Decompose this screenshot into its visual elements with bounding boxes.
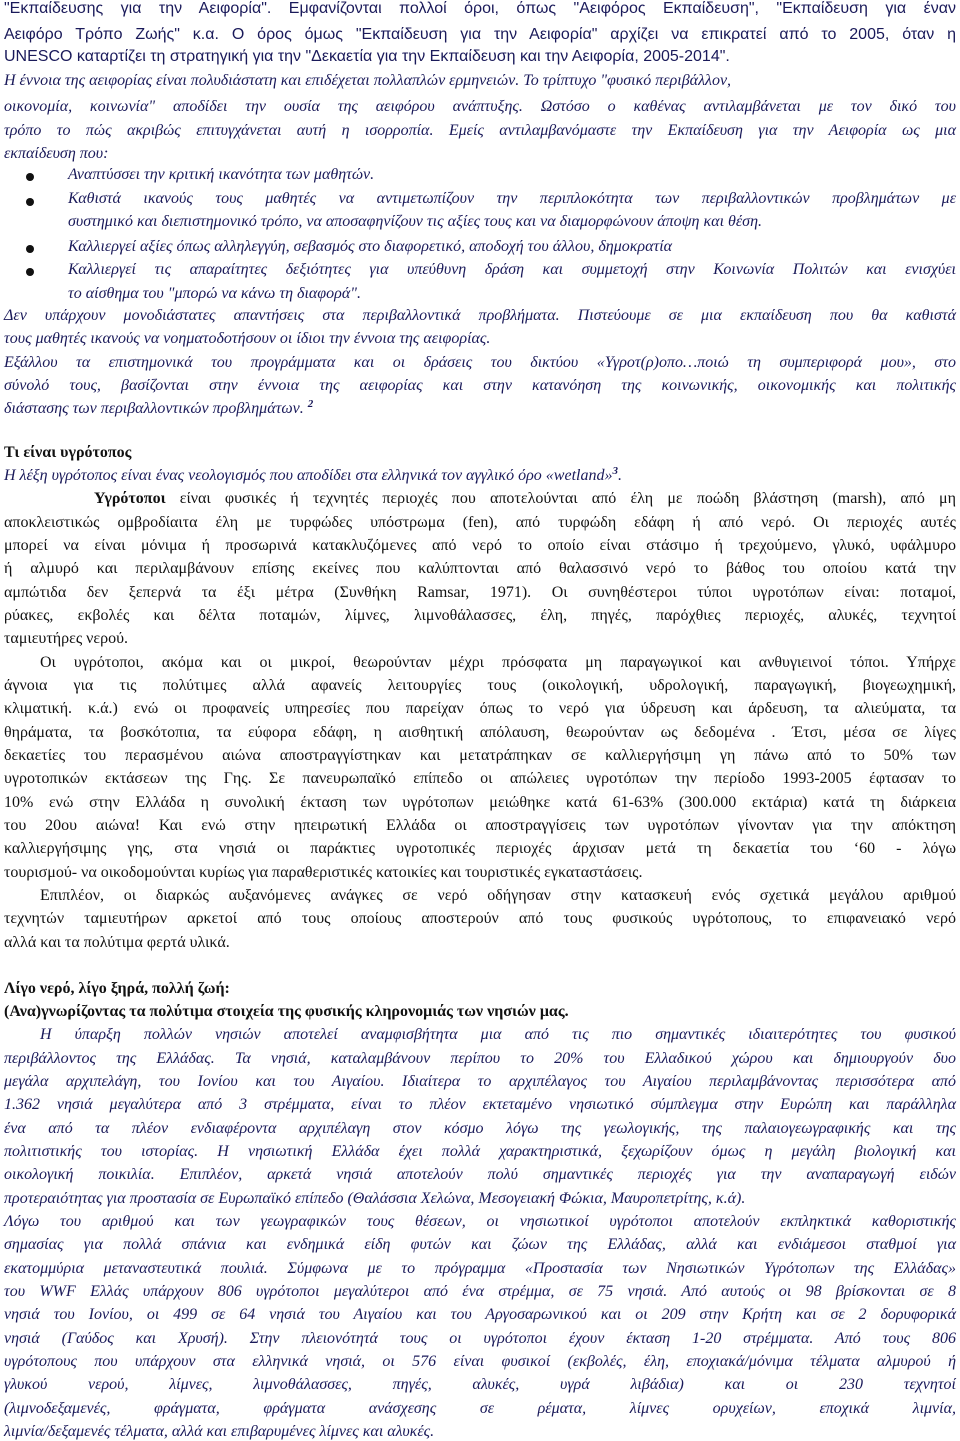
islands-line-10: σημασίας για πολλά σπάνια και ενδημικά είδη φυτών και ζώων της Ελλάδας, αλλά και ενδιάμεσοι σταθμοί για — [4, 1236, 956, 1253]
footnote-ref: 2 — [307, 398, 314, 410]
after-line-5-text: διάστασης των περιβαλλοντικών προβλημάτων. — [4, 400, 304, 417]
wetland-p2-line-6: υγροτοπικών εκτάσεων της Γης. Σε πανευρωπαϊκό επίπεδο οι απώλειες υγροτόπων την περίοδο 1993-2005 έφτασαν το — [4, 770, 956, 787]
wetland-definition-end: . — [617, 467, 622, 484]
document-page — [4, 0, 956, 1440]
after-line-1: Δεν υπάρχουν μονοδιάστατες απαντήσεις στα περιβαλλοντικά προβλήματα. Πιστεύουμε σε μια εκπαίδευση που θα καθιστά — [4, 307, 956, 324]
wetland-p2-line-5: δεκαετίες του περασμένου αιώνα αποστραγγίστηκαν και μετατράπηκαν σε καλλιεργήσιμη γη πάνω από το 50% των — [4, 747, 956, 764]
wetland-p1-line-2: αποκλειστικώς ομβροδίαιτα έλη με τυρφώδες υπόστρωμα (fen), από τυρφώδη εδάφη ή από νερό. Οι περιοχές αυτές — [4, 514, 956, 531]
islands-line-13: νησιά του Ιονίου, οι 499 σε 64 νησιά του Αιγαίου και του Αργοσαρωνικού και οι 209 στην Κρήτη και σε 2 δορυφορικά — [4, 1306, 956, 1323]
wetland-p3-line-2: τεχνητών ταμιευτήρων αρκετοί από τους οποίους αποστερούν από τους φυσικούς υγρότοπους, το επιφανειακό νερό — [4, 910, 956, 927]
intro-line-2 — [4, 26, 956, 44]
bullet-item-2-line-1: Καθιστά ικανούς τους μαθητές να αντιμετωπίζουν την περιπλοκότητα των περιβαλλοντικών προβλημάτων με — [68, 190, 956, 207]
wetland-p2-line-10: τουρισμού- να οικοδομούνται κυρίως για παραθεριστικές κατοικίες και τουριστικές εγκαταστάσεις. — [4, 864, 643, 881]
wetland-heading: Τι είναι υγρότοπος — [4, 444, 132, 461]
islands-line-2: περιβάλλοντος της Ελλάδας. Τα νησιά, καταλαμβάνουν περίπου το 20% του Ελλαδικού χώρου και δημιουργούν δυο — [4, 1050, 956, 1067]
intro-line-2-end: Ο όρος όμως "Εκπαίδευση για την Αειφορία" αρχίζει να επικρατεί από το 2005, όταν η — [218, 26, 956, 43]
intro-line-1: "Εκπαίδευσης για την Αειφορία". Εμφανίζονται πολλοί όροι, όπως "Αειφόρος Εκπαίδευση", "Εκπαίδευση για έναν — [4, 0, 956, 17]
wetland-term: Υγρότοποι — [94, 490, 166, 507]
wetland-p2-line-4: θηράματα, τα βοσκότοπια, τα εύφορα εδάφη, η αισθητική απόλαυση, θεωρούνταν ως δεδομένα . Έτσι, μέσα σε λίγες — [4, 724, 956, 741]
islands-line-1: Η ύπαρξη πολλών νησιών αποτελεί αναμφισβήτητα μια από τις πιο σημαντικές ιδιαιτερότητες του φυσικού — [40, 1026, 956, 1043]
after-line-4: σύνολό τους, βασίζονται στην έννοια της αειφορίας και στην κατανόηση της κοινωνικής, οικονομικής και πολιτικής — [4, 377, 956, 394]
islands-line-5: ένα από τα πλέον ενδιαφέροντα αρχιπέλαγη στον κόσμο λόγω της γεωλογικής, της παλαιογεωγραφικής και της — [4, 1120, 956, 1137]
islands-line-15: υγρότοπους που υπάρχουν στα ελληνικά νησιά, οι 576 είναι φυσικοί (εκβολές, έλη, εποχιακά/μόνιμα τέλματα αλμυρού ή — [4, 1353, 956, 1370]
bullet-item-4-line-1: Καλλιεργεί τις απαραίτητες δεξιότητες για υπεύθυνη δράση και συμμετοχή στην Κοινωνία Πολιτών και ενισχύει — [68, 261, 956, 278]
footnote-ref: 3 — [612, 465, 618, 477]
islands-line-4: 1.362 νησιά μεγαλύτερα από 3 στρέμματα, είναι το πλέον εκτεταμένο νησιωτικό σύμπλεγμα στην Ευρώπη και παράλληλα — [4, 1096, 956, 1113]
islands-line-11: εκατομμύρια μεταναστευτικά πουλιά. Σύμφωνα με το πρόγραμμα «Προστασία των Νησιωτικών Υγρότοπων της Ελλάδας» — [4, 1260, 956, 1277]
bullet-item-3: Καλλιεργεί αξίες όπως αλληλεγγύη, σεβασμός στο διαφορετικό, αποδοχή του άλλου, δημοκρατία — [68, 238, 673, 255]
intro-line-7: εκπαίδευση που: — [4, 145, 109, 162]
wetland-p3-line-1: Επιπλέον, οι διαρκώς αυξανόμενες ανάγκες σε νερό οδήγησαν στην κατασκευή ενός σχετικά μεγάλου αριθμού — [40, 887, 956, 904]
after-line-3: Εξάλλου τα επιστημονικά του προγράμματα και οι δράσεις του δικτύου «Υγροτ(ρ)οπο…ποιώ τη συμπεριφορά μου», στο — [4, 354, 956, 371]
bullet-item-1: Αναπτύσσει την κριτική ικανότητα των μαθητών. — [68, 166, 375, 183]
islands-line-18: λιμνία/δεξαμενές τέλματα, αλλά και επιβαρυμένες λίμνες και αλυκές. — [4, 1423, 435, 1440]
islands-line-14: νησιά (Γαύδος και Χρυσή). Στην πλειονότητά τους οι υγρότοποι έχουν έκταση 1-20 στρέμματα. Από τους 806 — [4, 1330, 956, 1347]
wetland-p2-line-2: άγνοια για τις πολύτιμες αλλά αφανείς λειτουργίες τους (οικολογική, υδρολογική, παραγωγική, βιογεωχημική, — [4, 677, 956, 694]
islands-line-12: του WWF Ελλάς υπάρχουν 806 υγρότοποι μεγαλύτεροι από ένα στρέμμα, σε 75 νησιά. Από αυτούς οι 98 βρίσκονται σε 8 — [4, 1283, 956, 1300]
wetland-p2-line-7: 10% ενώ στην Ελλάδα η συνολική έκταση των υγρότοπων μειώθηκε κατά 61-63% (300.000 εκτάρια) κατά τη διάρκεια — [4, 794, 956, 811]
islands-line-3: μεγάλα αρχιπελάγη, του Ιονίου και του Αιγαίου. Ιδιαίτερα το αρχιπέλαγος του Αιγαίου περιλαμβάνοντας περισσότερα από — [4, 1073, 956, 1090]
wetland-definition-text: Η λέξη υγρότοπος είναι ένας νεολογισμός που αποδίδει στα ελληνικά τον αγγλικό όρο «wetland» — [4, 467, 613, 484]
wetland-p2-line-9: καλλιεργήσιμης γης, στα νησιά οι παράκτιες υγροτοπικές περιοχές άρχισαν μετά τη δεκαετία του ‘60 - λόγω — [4, 840, 956, 857]
bullet-marker — [26, 245, 34, 253]
intro-line-2-start: Αειφόρο Τρόπο Ζωής" κ.α. — [4, 26, 219, 43]
wetland-p3-line-3: αλλά και τα πολύτιμα φερτά υλικά. — [4, 934, 230, 951]
islands-heading-1: Λίγο νερό, λίγο ξηρά, πολλή ζωή: — [4, 980, 230, 997]
intro-line-4: Η έννοια της αειφορίας είναι πολυδιάστατη και επιδέχεται πολλαπλών ερμηνειών. Το τρίπτυχο "φυσικό περιβάλλον, — [4, 72, 732, 89]
intro-line-5: οικονομία, κοινωνία" αποδίδει την ουσία της αειφόρου ανάπτυξης. Ωστόσο ο καθένας αντιλαμβάνεται με τον δικό του — [4, 98, 956, 115]
islands-heading-2: (Ανα)γνωρίζοντας τα πολύτιμα στοιχεία της φυσικής κληρονομιάς των νησιών μας. — [4, 1003, 569, 1020]
islands-line-6: πολιτιστικής του ιστορίας. Η νησιωτική Ελλάδα έχει πολλά χαρακτηριστικά, ξεχωρίζουν όμως η μεγάλη βιολογική και — [4, 1143, 956, 1160]
bullet-item-4-line-2: το αίσθημα του "μπορώ να κάνω τη διαφορά". — [68, 285, 361, 302]
wetland-p1-line-1 — [4, 490, 956, 508]
bullet-item-2-line-2: συστημικό και διεπιστημονικό τρόπο, να αποσαφηνίζουν τις αξίες τους και να διαμορφώνουν άποψη και θέση. — [68, 213, 762, 230]
wetland-p1-line-5: αμπώτιδα δεν ξεπερνά τα έξι μέτρα (Συνθήκη Ramsar, 1971). Οι συνηθέστεροι τύποι υγροτόπων είναι: ποταμοί, — [4, 584, 956, 601]
wetland-p1-line-7: ταμιευτήρες νερού. — [4, 630, 129, 647]
after-line-2: τους μαθητές ικανούς να νοηματοδοτήσουν οι ίδιοι την έννοια της αειφορίας. — [4, 330, 491, 347]
islands-line-7: οικολογική ποικιλία. Επιπλέον, αρκετά νησιά αποτελούν πολύ σημαντικές περιοχές για την αναπαραγωγή ειδών — [4, 1166, 956, 1183]
wetland-p1-line-3: μπορεί να είναι μόνιμα ή προσωρινά κατακλυζόμενες από νερό το οποίο είναι στάσιμο ή τρεχούμενο, γλυκό, υφάλμυρο — [4, 537, 956, 554]
wetland-p1-line-1-text: είναι φυσικές ή τεχνητές περιοχές που αποτελούνται από έλη με ποώδη βλάστηση (marsh), από μη — [165, 490, 956, 507]
wetland-p1-line-6: ρύακες, εκβολές και δέλτα ποταμών, λίμνες, λιμνοθάλασσες, έλη, πηγές, παρόχθιες περιοχές, αλυκές, τεχνητοί — [4, 607, 956, 624]
islands-line-17: (λιμνοδεξαμενές, φράγματα, φράγματα ανάσχεσης σε ρέματα, λίμνες ορυχείων, εποχικά λιμνία, — [4, 1400, 956, 1417]
islands-line-9: Λόγω του αριθμού και των γεωγραφικών τους θέσεων, οι νησιωτικοί υγρότοποι αποτελούν εκπληκτικά καθοριστικής — [4, 1213, 956, 1230]
islands-line-16: γλυκού νερού, λίμνες, λιμνοθάλασσες, πηγές, αλυκές, υγρά λιβάδια) και οι 230 τεχνητοί — [4, 1376, 956, 1393]
bullet-marker — [26, 198, 34, 206]
after-line-5 — [4, 400, 313, 418]
islands-line-8: προτεραιότητας για προστασία σε Ευρωπαϊκό επίπεδο (Θαλάσσια Χελώνα, Μεσογειακή Φώκια, Μαυροπετρίτης, κ.ά). — [4, 1190, 746, 1207]
wetland-p2-line-3: κλιματική. κ.ά.) ενώ οι προφανείς υπηρεσίες που παρείχαν όπως το νερό για ύδρευση και άρδευση, τα αλιεύματα, τα — [4, 700, 956, 717]
wetland-p2-line-1: Οι υγρότοποι, ακόμα και οι μικροί, θεωρούνταν μέχρι πρόσφατα μη παραγωγικοί και ανθυγιεινοί τόποι. Υπήρχε — [40, 654, 956, 671]
wetland-definition — [4, 467, 622, 485]
intro-line-6: τρόπο το πώς ακριβώς επιτυγχάνεται αυτή η ισορροπία. Εμείς αντιλαμβανόμαστε την Εκπαίδευση για την Αειφορία ως μια — [4, 122, 956, 139]
wetland-p2-line-8: του 20ου αιώνα! Και ενώ στην ηπειρωτική Ελλάδα οι αποστραγγίσεις των υγροτόπων γίνονταν για την απόκτηση — [4, 817, 956, 834]
bullet-marker — [26, 268, 34, 276]
intro-line-3: UNESCO καταρτίζει τη στρατηγική για την "Δεκαετία για την Εκπαίδευση και την Αειφορία, 2005-2014". — [4, 48, 730, 65]
bullet-marker — [26, 173, 34, 181]
wetland-p1-line-4: ή αλμυρό και περιλαμβάνουν επίσης εκείνες που καλύπτονται από θαλασσινό νερό το βάθος του οποίου κατά την — [4, 560, 956, 577]
